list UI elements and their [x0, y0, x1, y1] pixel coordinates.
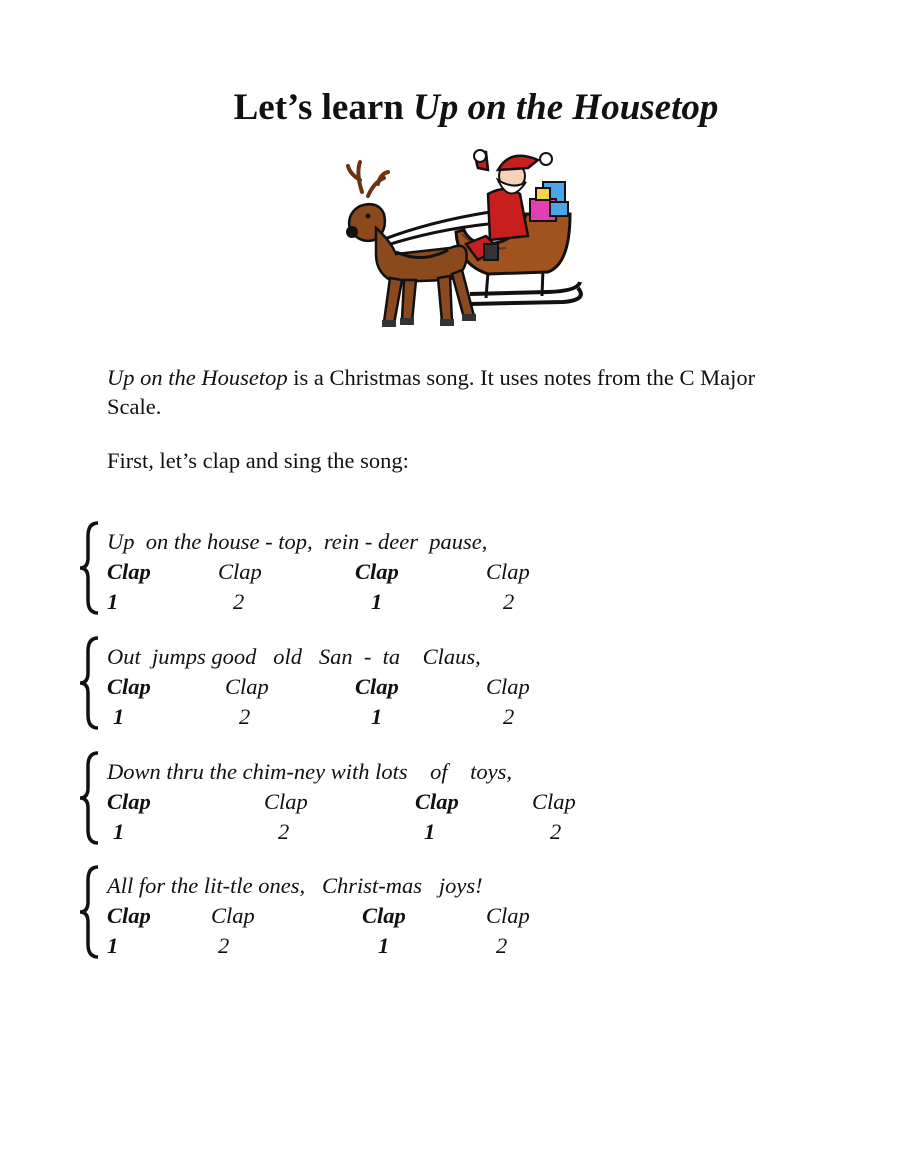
title-song-name: Up on the Housetop	[413, 87, 719, 128]
clap-line	[78, 673, 698, 701]
lyric-text: Up on the house - top, rein - deer pause,	[107, 529, 488, 554]
title-prefix: Let’s learn	[233, 87, 414, 128]
beat-count: 2	[218, 933, 230, 958]
lyric-line	[78, 528, 698, 556]
clap-line	[78, 558, 698, 586]
clap-weak: Clap	[225, 674, 269, 699]
beat-count-strong: 1	[424, 819, 436, 844]
beat-count-strong: 1	[107, 933, 119, 958]
page-title	[0, 86, 900, 130]
verse-block	[78, 635, 698, 731]
beat-count: 2	[278, 819, 290, 844]
clap-weak: Clap	[486, 559, 530, 584]
lyric-line	[78, 643, 698, 671]
beat-count-strong: 1	[113, 819, 125, 844]
beat-count-strong: 1	[107, 589, 119, 614]
clap-strong: Clap	[107, 674, 151, 699]
clap-strong: Clap	[107, 903, 151, 928]
intro-text: is a Christmas song. It uses notes from the C Major Scale.	[107, 365, 756, 419]
clap-strong: Clap	[362, 903, 406, 928]
clap-weak: Clap	[218, 559, 262, 584]
beat-count: 2	[496, 933, 508, 958]
beat-count-strong: 1	[371, 704, 383, 729]
clap-weak: Clap	[486, 903, 530, 928]
lyric-text: Down thru the chim-ney with lots of toys,	[107, 759, 512, 784]
lyric-text: All for the lit-tle ones, Christ-mas joys!	[107, 873, 483, 898]
beat-count: 2	[233, 589, 245, 614]
beat-count-strong: 1	[371, 589, 383, 614]
beat-count: 2	[239, 704, 251, 729]
verse-block	[78, 864, 698, 960]
intro-song-name: Up on the Housetop	[107, 365, 288, 390]
verse-block	[78, 520, 698, 616]
clap-strong: Clap	[107, 789, 151, 814]
lyric-line	[78, 758, 698, 786]
intro-paragraph	[107, 363, 807, 421]
clap-weak: Clap	[486, 674, 530, 699]
beat-count: 2	[550, 819, 562, 844]
lyric-text: Out jumps good old San - ta Claus,	[107, 644, 481, 669]
beat-count-strong: 1	[113, 704, 125, 729]
count-line	[78, 703, 698, 731]
clap-strong: Clap	[355, 674, 399, 699]
beat-count: 2	[503, 704, 515, 729]
lyric-line	[78, 872, 698, 900]
beat-count-strong: 1	[378, 933, 390, 958]
count-line	[78, 588, 698, 616]
clap-weak: Clap	[264, 789, 308, 814]
santa-sleigh-reindeer-icon	[338, 144, 586, 336]
clap-strong: Clap	[355, 559, 399, 584]
clap-strong: Clap	[415, 789, 459, 814]
count-line	[78, 932, 698, 960]
clap-weak: Clap	[211, 903, 255, 928]
beat-count: 2	[503, 589, 515, 614]
instruction-text: First, let’s clap and sing the song:	[107, 448, 409, 473]
verse-block	[78, 750, 698, 846]
clap-line	[78, 902, 698, 930]
clap-strong: Clap	[107, 559, 151, 584]
count-line	[78, 818, 698, 846]
clap-line	[78, 788, 698, 816]
clap-weak: Clap	[532, 789, 576, 814]
